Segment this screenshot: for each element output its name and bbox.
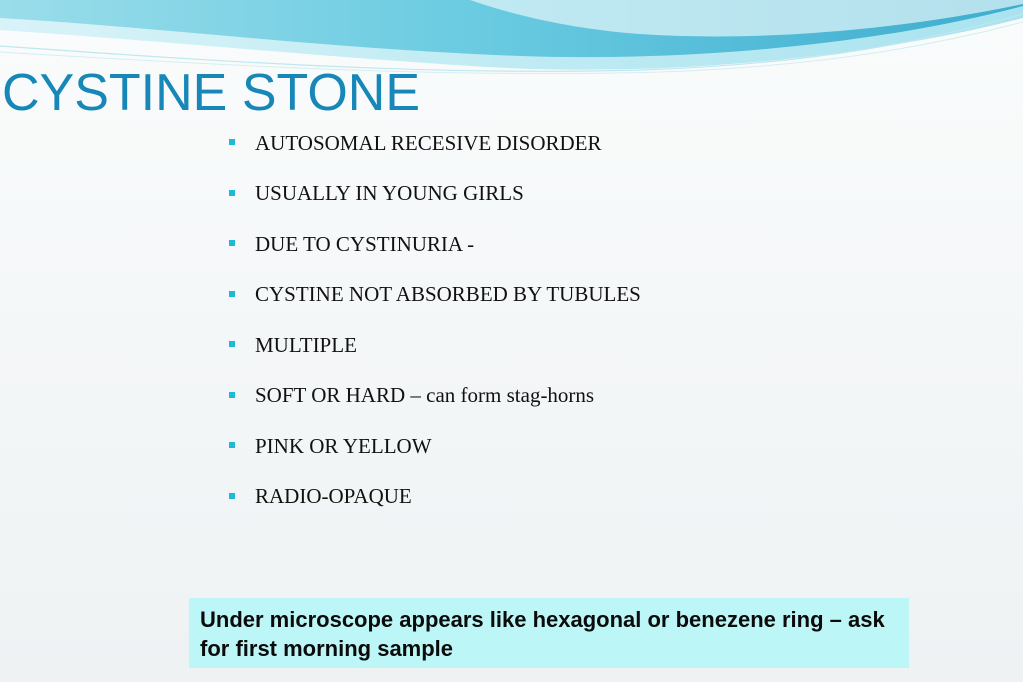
bullet-text: DUE TO CYSTINURIA -: [255, 231, 475, 256]
bullet-text: USUALLY IN YOUNG GIRLS: [255, 181, 524, 206]
bullet-text: RADIO-OPAQUE: [255, 484, 412, 509]
bullet-text: AUTOSOMAL RECESIVE DISORDER: [255, 130, 602, 155]
bullet-item: [228, 320, 641, 371]
square-bullet-icon: [229, 493, 235, 499]
note-callout-box: [189, 598, 909, 668]
bullet-text: MULTIPLE: [255, 332, 357, 357]
bullet-item: [228, 118, 641, 169]
bullet-list: [228, 118, 641, 522]
bullet-text: SOFT OR HARD – can form stag-horns: [255, 383, 595, 408]
square-bullet-icon: [229, 291, 235, 297]
bullet-item: [228, 371, 641, 422]
bullet-item: [228, 219, 641, 270]
bullet-item: [228, 169, 641, 220]
bullet-text: PINK OR YELLOW: [255, 433, 432, 458]
bullet-text: CYSTINE NOT ABSORBED BY TUBULES: [255, 282, 641, 307]
square-bullet-icon: [229, 392, 235, 398]
note-text: Under microscope appears like hexagonal or benezene ring – ask for first morning sample: [200, 607, 885, 661]
bullet-item: [228, 421, 641, 472]
slide-title: CYSTINE STONE: [2, 64, 421, 122]
square-bullet-icon: [229, 139, 235, 145]
square-bullet-icon: [229, 190, 235, 196]
bullet-item: [228, 472, 641, 523]
bullet-item: [228, 270, 641, 321]
square-bullet-icon: [229, 442, 235, 448]
square-bullet-icon: [229, 240, 235, 246]
square-bullet-icon: [229, 341, 235, 347]
